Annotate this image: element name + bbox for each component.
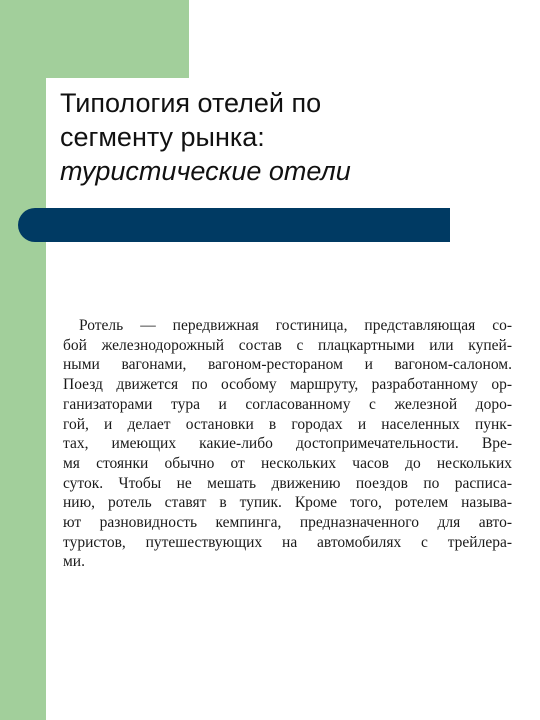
body-line: ганизаторами тура и согласованному с железной доро- (63, 395, 512, 413)
body-line: суток. Чтобы не мешать движению поездов по расписа- (63, 474, 512, 492)
title-line-3: туристические отели (60, 156, 351, 186)
green-side-strip (0, 0, 46, 720)
body-line: Поезд движется по особому маршруту, разработанному ор- (63, 376, 512, 394)
green-top-block (0, 0, 189, 78)
body-line: ми. (63, 553, 85, 571)
body-line: мя стоянки обычно от нескольких часов до нескольких (63, 454, 512, 472)
body-line: ют разновидность кемпинга, предназначенного для авто- (63, 514, 512, 532)
body-line: гой, и делает остановки в городах и населенных пунк- (63, 415, 512, 433)
body-line: ными вагонами, вагоном-рестораном и вагоном-салоном. (63, 356, 512, 374)
title-line-2: сегменту рынка: (60, 122, 265, 152)
body-line: тах, имеющих какие-либо достопримечательности. Вре- (63, 435, 512, 453)
body-line: туристов, путешествующих на автомобилях с трейлера- (63, 533, 512, 551)
title-line-1: Типология отелей по (60, 88, 322, 118)
slide-title (60, 86, 500, 188)
body-paragraph (63, 316, 512, 572)
body-line: нию, ротель ставят в тупик. Кроме того, ротелем называ- (63, 494, 512, 512)
body-line: Ротель — передвижная гостиница, представляющая со- (79, 317, 512, 334)
body-line: бой железнодорожный состав с плацкартными или купей- (63, 336, 512, 354)
title-underline-bar (18, 208, 450, 242)
